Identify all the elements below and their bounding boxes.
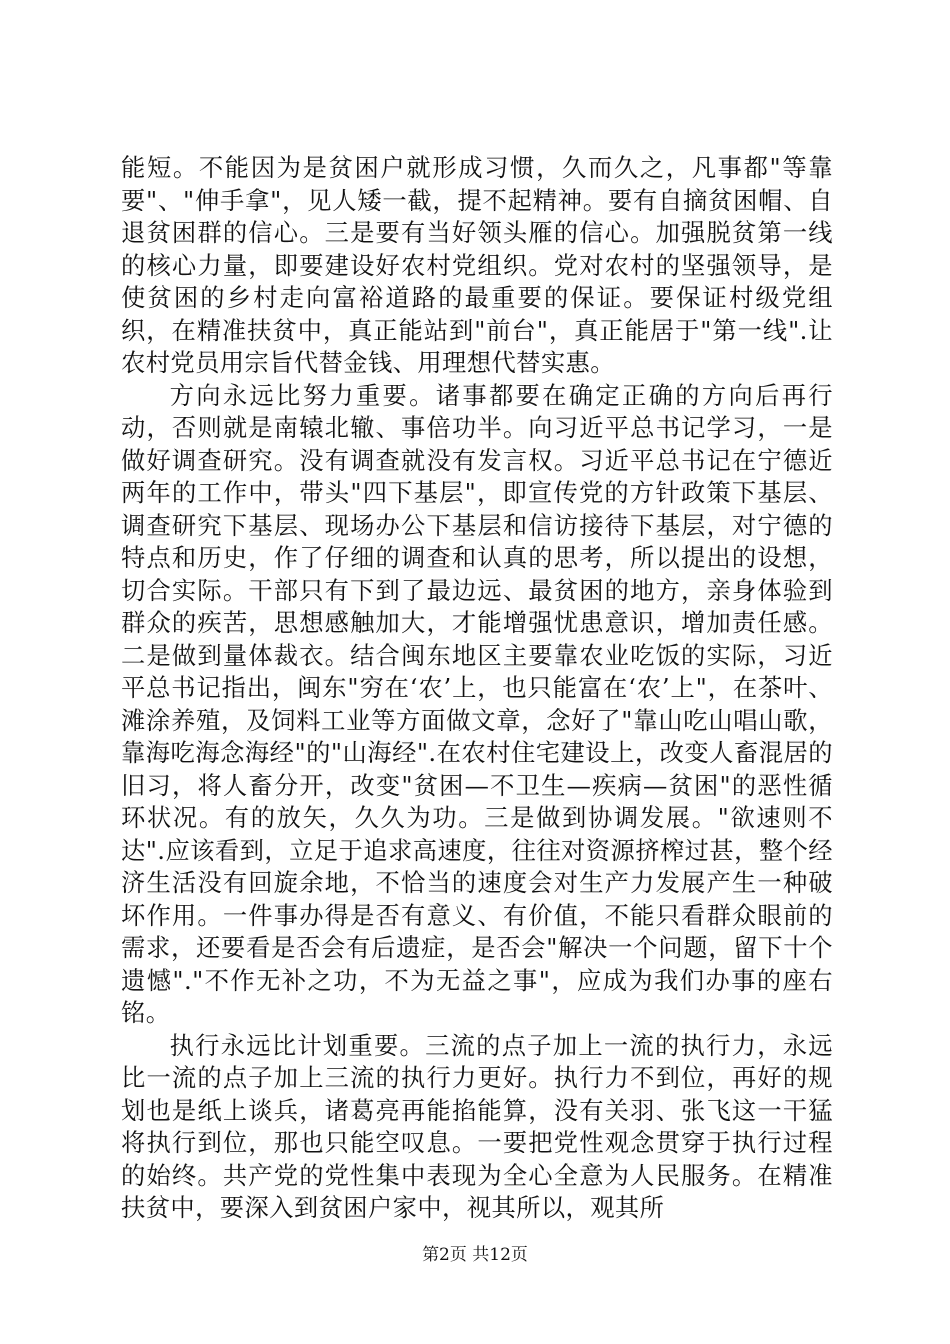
page-footer <box>0 1243 950 1267</box>
paragraph-execution: 执行永远比计划重要。三流的点子加上一流的执行力，永远比一流的点子加上三流的执行力更好。执行力不到位，再好的规划也是纸上谈兵，诸葛亮再能掐能算，没有关羽、张飞这一干猛将执行到位，那也只能空叹息。一要把党性观念贯穿于执行过程的始终。共产党的党性集中表现为全心全意为人民服务。在精准扶贫中，要深入到贫困户家中，视其所以，观其所 <box>121 1030 833 1222</box>
paragraph-continuation: 能短。不能因为是贫困户就形成习惯，久而久之，凡事都"等靠要"、"伸手拿"，见人矮一截，提不起精神。要有自摘贫困帽、自退贫困群的信心。三是要有当好领头雁的信心。加强脱贫第一线的核心力量，即要建设好农村党组织。党对农村的坚强领导，是使贫困的乡村走向富裕道路的最重要的保证。要保证村级党组织，在精准扶贫中，真正能站到"前台"，真正能居于"第一线".让农村党员用宗旨代替金钱、用理想代替实惠。 <box>121 153 833 377</box>
paragraph-direction: 方向永远比努力重要。诸事都要在确定正确的方向后再行动，否则就是南辕北辙、事倍功半。向习近平总书记学习，一是做好调查研究。没有调查就没有发言权。习近平总书记在宁德近两年的工作中，带头"四下基层"，即宣传党的方针政策下基层、调查研究下基层、现场办公下基层和信访接待下基层，对宁德的特点和历史，作了仔细的调查和认真的思考，所以提出的设想，切合实际。干部只有下到了最边远、最贫困的地方，亲身体验到群众的疾苦，思想感触加大，才能增强忧患意识，增加责任感。二是做到量体裁衣。结合闽东地区主要靠农业吃饭的实际，习近平总书记指出，闽东"穷在‘农’上，也只能富在‘农’上"，在茶叶、滩涂养殖，及饲料工业等方面做文章，念好了"靠山吃山唱山歌，靠海吃海念海经"的"山海经".在农村住宅建设上，改变人畜混居的旧习，将人畜分开，改变"贫困—不卫生—疾病—贫困"的恶性循环状况。有的放矢，久久为功。三是做到协调发展。"欲速则不达".应该看到，立足于追求高速度，往往对资源挤榨过甚，整个经济生活没有回旋余地，不恰当的速度会对生产力发展产生一种破坏作用。一件事办得是否有意义、有价值，不能只看群众眼前的需求，还要看是否会有后遗症，是否会"解决一个问题，留下十个遗憾"."不作无补之功，不为无益之事"，应成为我们办事的座右铭。 <box>121 380 833 1027</box>
page-number-label: 第2页 共12页 <box>422 1245 528 1265</box>
document-body <box>121 152 833 1225</box>
